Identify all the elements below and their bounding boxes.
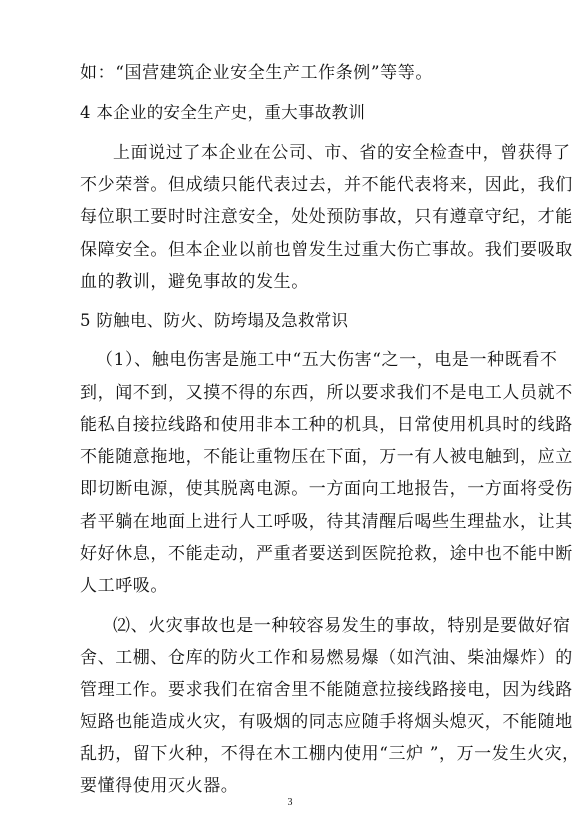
text-line-11: 能私自接拉线路和使用非本工种的机具，日常使用机具时的线路 <box>80 415 573 435</box>
text-line-21: 乱扔，留下火种，不得在木工棚内使用“三炉 ”，万一发生火灾， <box>80 744 580 764</box>
text-line-12: 不能随意拖地，不能让重物压在下面，万一有人被电触到，应立 <box>80 447 573 467</box>
text-line-7: 血的教训，避免事故的发生。 <box>80 272 309 292</box>
text-line-16: 人工呼吸。 <box>80 576 168 596</box>
text-line-6: 保障安全。但本企业以前也曾发生过重大伤亡事故。我们要吸取 <box>80 240 573 260</box>
text-line-4: 不少荣誉。但成绩只能代表过去，并不能代表将来，因此，我们 <box>80 175 573 195</box>
section-heading-4: 4 本企业的安全生产史，重大事故教训 <box>80 103 366 122</box>
text-line-15: 好好休息，不能走动，严重者要送到医院抢救，途中也不能中断 <box>80 544 573 564</box>
text-line-10: 到，闻不到，又摸不得的东西，所以要求我们不是电工人员就不 <box>80 383 573 403</box>
text-line-14: 者平躺在地面上进行人工呼吸，待其清醒后喝些生理盐水，让其 <box>80 512 573 532</box>
text-line-19: 管理工作。要求我们在宿舍里不能随意拉接线路接电，因为线路 <box>80 680 573 700</box>
section-heading-5: 5 防触电、防火、防垮塌及急救常识 <box>80 311 349 330</box>
text-line-18: 舍、工棚、仓库的防火工作和易燃易爆（如汽油、柴油爆炸）的 <box>80 648 573 668</box>
text-line-20: 短路也能造成火灾，有吸烟的同志应随手将烟头熄灭，不能随地 <box>80 712 573 732</box>
text-line-5: 每位职工要时时注意安全，处处预防事故，只有遵章守纪，才能 <box>80 207 573 227</box>
text-line-22: 要懂得使用灭火器。 <box>80 776 239 796</box>
text-line-3: 上面说过了本企业在公司、市、省的安全检查中，曾获得了 <box>113 143 571 163</box>
page-number: 3 <box>287 797 293 808</box>
text-line-13: 即切断电源，使其脱离电源。一方面向工地报告，一方面将受伤 <box>80 479 573 499</box>
text-line-17: ⑵、火灾事故也是一种较容易发生的事故，特别是要做好宿 <box>113 616 571 636</box>
text-line-1: 如：“国营建筑企业安全生产工作条例”等等。 <box>80 63 433 83</box>
text-line-9: （1）、触电伤害是施工中“五大伤害“之一，电是一种既看不 <box>96 350 558 370</box>
